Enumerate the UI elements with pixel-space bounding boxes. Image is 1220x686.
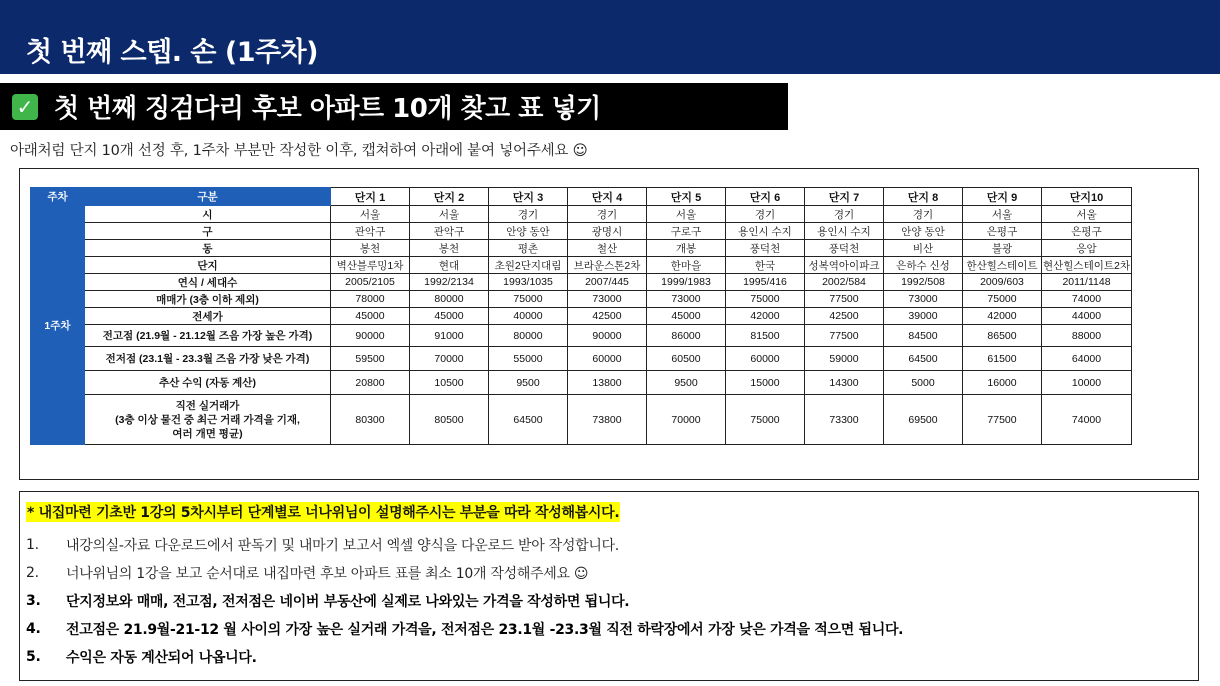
complex-header-cell: 단지 3 xyxy=(489,188,568,206)
table-cell: 73000 xyxy=(647,291,726,308)
note-text: 내강의실-자료 다운로드에서 판독기 및 내마기 보고서 엑셀 양식을 다운로드 받아 작성합니다. xyxy=(66,538,619,554)
table-cell: 13800 xyxy=(568,371,647,395)
table-cell: 64500 xyxy=(489,395,568,445)
table-cell: 용인시 수지 xyxy=(805,223,884,240)
table-cell: 15000 xyxy=(726,371,805,395)
note-text: 수익은 자동 계산되어 나옵니다. xyxy=(66,650,257,666)
row-label-cell xyxy=(85,395,331,445)
table-cell: 14300 xyxy=(805,371,884,395)
table-cell: 44000 xyxy=(1042,308,1132,325)
row-label-cell: 전저점 (23.1월 - 23.3월 즈음 가장 낮은 가격) xyxy=(85,347,331,371)
table-cell: 59500 xyxy=(331,347,410,371)
table-cell: 69500 xyxy=(884,395,963,445)
table-cell: 86000 xyxy=(647,325,726,347)
table-cell: 40000 xyxy=(489,308,568,325)
table-cell: 은하수 신성 xyxy=(884,257,963,274)
table-cell: 78000 xyxy=(331,291,410,308)
table-cell: 1992/2134 xyxy=(410,274,489,291)
table-cell: 42500 xyxy=(568,308,647,325)
notes-list xyxy=(26,531,1186,671)
table-cell: 70000 xyxy=(410,347,489,371)
table-row xyxy=(31,223,1132,240)
complex-header-cell: 단지 1 xyxy=(331,188,410,206)
table-cell: 서울 xyxy=(1042,206,1132,223)
row-label-line: 여러 개면 평균) xyxy=(172,427,243,440)
week-label-cell: 1주차 xyxy=(31,206,85,445)
table-cell: 88000 xyxy=(1042,325,1132,347)
table-cell: 서울 xyxy=(410,206,489,223)
table-cell: 한국 xyxy=(726,257,805,274)
table-row xyxy=(31,308,1132,325)
table-cell: 현산힐스테이트2차 xyxy=(1042,257,1132,274)
table-cell: 1999/1983 xyxy=(647,274,726,291)
table-cell: 1995/416 xyxy=(726,274,805,291)
note-item xyxy=(26,531,1186,559)
table-cell: 59000 xyxy=(805,347,884,371)
table-cell: 안양 동안 xyxy=(884,223,963,240)
page-title: 첫 번째 스텝. 손 (1주차) xyxy=(26,37,318,68)
table-cell: 안양 동안 xyxy=(489,223,568,240)
complex-header-cell: 단지 9 xyxy=(963,188,1042,206)
table-cell: 75000 xyxy=(726,291,805,308)
notes-heading: * 내집마련 기초반 1강의 5차시부터 단계별로 너나위님이 설명해주시는 부분을 따라 작성해봅시다. xyxy=(26,502,620,522)
table-cell: 브라운스톤2차 xyxy=(568,257,647,274)
table-cell: 80000 xyxy=(410,291,489,308)
table-cell: 80000 xyxy=(489,325,568,347)
table-cell: 42000 xyxy=(963,308,1042,325)
table-cell: 61500 xyxy=(963,347,1042,371)
table-cell: 80300 xyxy=(331,395,410,445)
table-row xyxy=(31,395,1132,445)
table-cell: 45000 xyxy=(410,308,489,325)
row-label-line: (3층 이상 물건 중 최근 거래 가격을 기재, xyxy=(115,413,300,426)
note-text: 너나위님의 1강을 보고 순서대로 내집마련 후보 아파트 표를 최소 10개 작성해주세요 ☺ xyxy=(66,566,589,582)
row-label-cell: 추산 수익 (자동 계산) xyxy=(85,371,331,395)
table-cell: 봉천 xyxy=(331,240,410,257)
table-header-row xyxy=(31,188,1132,206)
table-row xyxy=(31,206,1132,223)
table-cell: 77500 xyxy=(963,395,1042,445)
table-cell: 개봉 xyxy=(647,240,726,257)
table-cell: 77500 xyxy=(805,291,884,308)
table-cell: 관악구 xyxy=(331,223,410,240)
note-text: 전고점은 21.9월-21-12 월 사이의 가장 높은 실거래 가격을, 전저점은 23.1월 -23.3월 직전 하락장에서 가장 낮은 가격을 적으면 됩니다. xyxy=(66,622,904,638)
complex-header-cell: 단지 4 xyxy=(568,188,647,206)
table-cell: 16000 xyxy=(963,371,1042,395)
table-cell: 73000 xyxy=(568,291,647,308)
table-cell: 경기 xyxy=(805,206,884,223)
row-label-cell: 시 xyxy=(85,206,331,223)
table-cell: 75000 xyxy=(963,291,1042,308)
table-cell: 2011/1148 xyxy=(1042,274,1132,291)
table-row xyxy=(31,257,1132,274)
table-cell: 경기 xyxy=(726,206,805,223)
table-cell: 55000 xyxy=(489,347,568,371)
table-cell: 비산 xyxy=(884,240,963,257)
table-cell: 2007/445 xyxy=(568,274,647,291)
table-cell: 서울 xyxy=(647,206,726,223)
table-cell: 평촌 xyxy=(489,240,568,257)
table-cell: 77500 xyxy=(805,325,884,347)
apartment-table xyxy=(30,187,1132,445)
table-row xyxy=(31,325,1132,347)
complex-header-cell: 단지 8 xyxy=(884,188,963,206)
table-cell: 풍덕천 xyxy=(726,240,805,257)
week-header-cell: 주차 xyxy=(31,188,85,206)
table-cell: 철산 xyxy=(568,240,647,257)
note-number: 4. xyxy=(26,621,41,637)
table-row xyxy=(31,371,1132,395)
table-cell: 2009/603 xyxy=(963,274,1042,291)
table-cell: 73800 xyxy=(568,395,647,445)
table-cell: 경기 xyxy=(884,206,963,223)
row-label-line: 직전 실거래가 xyxy=(175,399,240,412)
table-cell: 1993/1035 xyxy=(489,274,568,291)
table-cell: 60000 xyxy=(568,347,647,371)
table-cell: 관악구 xyxy=(410,223,489,240)
table-cell: 45000 xyxy=(331,308,410,325)
table-cell: 10000 xyxy=(1042,371,1132,395)
table-cell: 60500 xyxy=(647,347,726,371)
row-label-cell: 동 xyxy=(85,240,331,257)
check-mark-icon: ✓ xyxy=(12,94,38,120)
note-item xyxy=(26,559,1186,587)
table-cell: 초원2단지대림 xyxy=(489,257,568,274)
note-item xyxy=(26,587,1186,615)
note-number: 1. xyxy=(26,537,39,553)
table-cell: 64500 xyxy=(884,347,963,371)
table-cell: 90000 xyxy=(568,325,647,347)
table-row xyxy=(31,291,1132,308)
note-number: 5. xyxy=(26,649,41,665)
table-cell: 80500 xyxy=(410,395,489,445)
subtitle-bar xyxy=(0,83,788,130)
table-cell: 45000 xyxy=(647,308,726,325)
complex-header-cell: 단지10 xyxy=(1042,188,1132,206)
table-cell: 광명시 xyxy=(568,223,647,240)
table-cell: 서울 xyxy=(331,206,410,223)
table-cell: 응암 xyxy=(1042,240,1132,257)
table-cell: 한산힐스테이트 xyxy=(963,257,1042,274)
table-cell: 한마을 xyxy=(647,257,726,274)
table-cell: 90000 xyxy=(331,325,410,347)
table-cell: 86500 xyxy=(963,325,1042,347)
note-number: 3. xyxy=(26,593,41,609)
table-cell: 75000 xyxy=(489,291,568,308)
table-cell: 70000 xyxy=(647,395,726,445)
table-cell: 1992/508 xyxy=(884,274,963,291)
table-cell: 서울 xyxy=(963,206,1042,223)
table-cell: 불광 xyxy=(963,240,1042,257)
table-cell: 84500 xyxy=(884,325,963,347)
table-cell: 용인시 수지 xyxy=(726,223,805,240)
subtitle-text: 첫 번째 징검다리 후보 아파트 10개 찾고 표 넣기 xyxy=(54,94,601,124)
row-label-cell: 단지 xyxy=(85,257,331,274)
table-row xyxy=(31,274,1132,291)
table-cell: 74000 xyxy=(1042,395,1132,445)
table-cell: 9500 xyxy=(647,371,726,395)
row-label-cell: 전고점 (21.9월 - 21.12월 즈음 가장 높은 가격) xyxy=(85,325,331,347)
table-row xyxy=(31,347,1132,371)
note-number: 2. xyxy=(26,565,39,581)
table-cell: 73300 xyxy=(805,395,884,445)
header-bar xyxy=(0,0,1220,74)
table-cell: 81500 xyxy=(726,325,805,347)
notes-box xyxy=(19,491,1199,681)
instruction-text: 아래처럼 단지 10개 선정 후, 1주차 부분만 작성한 이후, 캡쳐하여 아래에 붙여 넣어주세요 ☺ xyxy=(10,143,588,159)
table-cell: 10500 xyxy=(410,371,489,395)
row-label-cell: 연식 / 세대수 xyxy=(85,274,331,291)
table-cell: 구로구 xyxy=(647,223,726,240)
category-header-cell: 구분 xyxy=(85,188,331,206)
table-cell: 64000 xyxy=(1042,347,1132,371)
table-cell: 풍덕천 xyxy=(805,240,884,257)
table-cell: 42000 xyxy=(726,308,805,325)
complex-header-cell: 단지 6 xyxy=(726,188,805,206)
note-text: 단지정보와 매매, 전고점, 전저점은 네이버 부동산에 실제로 나와있는 가격을 작성하면 됩니다. xyxy=(66,594,630,610)
table-cell: 60000 xyxy=(726,347,805,371)
note-item xyxy=(26,643,1186,671)
table-cell: 봉천 xyxy=(410,240,489,257)
table-cell: 은평구 xyxy=(1042,223,1132,240)
table-cell: 벽산블루밍1차 xyxy=(331,257,410,274)
table-cell: 경기 xyxy=(489,206,568,223)
complex-header-cell: 단지 2 xyxy=(410,188,489,206)
table-cell: 42500 xyxy=(805,308,884,325)
table-cell: 경기 xyxy=(568,206,647,223)
table-cell: 2005/2105 xyxy=(331,274,410,291)
table-image-frame xyxy=(19,168,1199,480)
table-cell: 91000 xyxy=(410,325,489,347)
table-cell: 9500 xyxy=(489,371,568,395)
table-cell: 5000 xyxy=(884,371,963,395)
table-cell: 은평구 xyxy=(963,223,1042,240)
table-cell: 20800 xyxy=(331,371,410,395)
table-cell: 73000 xyxy=(884,291,963,308)
table-cell: 성복역아이파크 xyxy=(805,257,884,274)
note-item xyxy=(26,615,1186,643)
row-label-cell: 전세가 xyxy=(85,308,331,325)
complex-header-cell: 단지 5 xyxy=(647,188,726,206)
table-cell: 39000 xyxy=(884,308,963,325)
table-cell: 2002/584 xyxy=(805,274,884,291)
table-cell: 현대 xyxy=(410,257,489,274)
table-cell: 75000 xyxy=(726,395,805,445)
row-label-cell: 매매가 (3층 이하 제외) xyxy=(85,291,331,308)
table-row xyxy=(31,240,1132,257)
complex-header-cell: 단지 7 xyxy=(805,188,884,206)
table-cell: 74000 xyxy=(1042,291,1132,308)
row-label-cell: 구 xyxy=(85,223,331,240)
